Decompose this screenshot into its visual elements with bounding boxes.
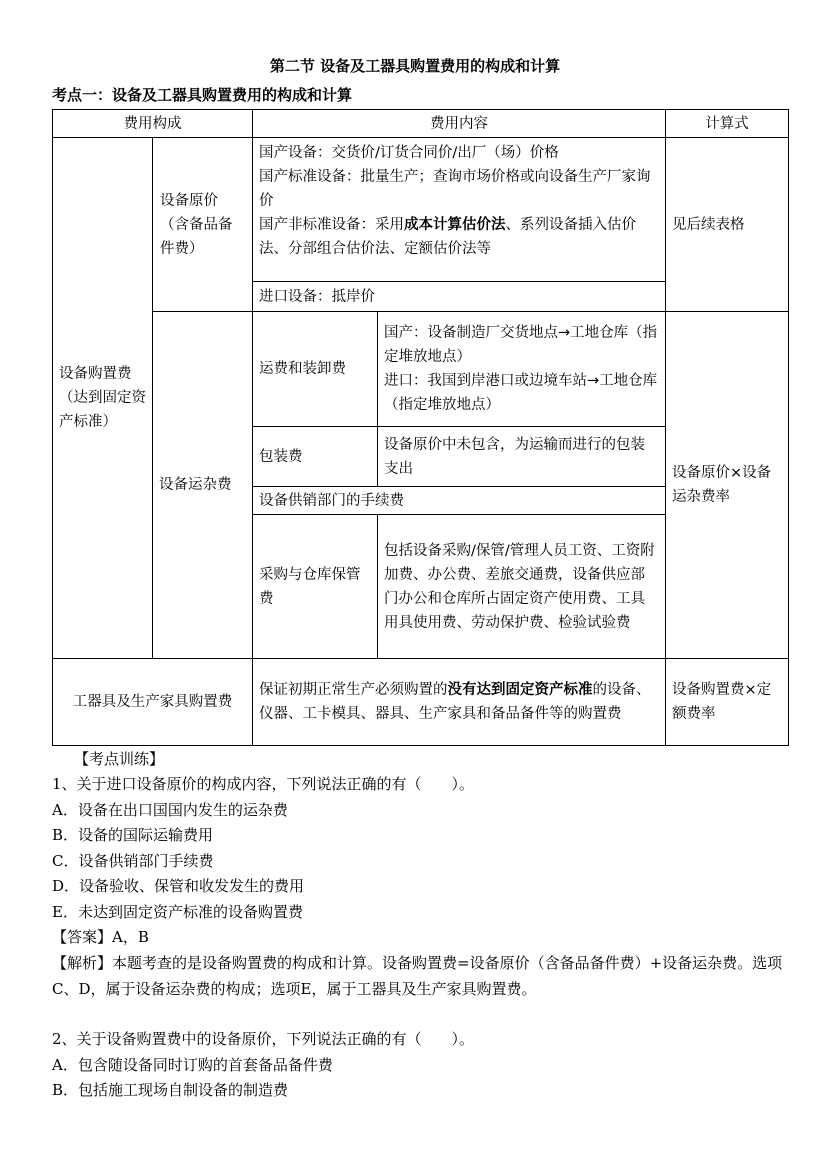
question-2: 2、关于设备购置费中的设备原价，下列说法正确的有（ ）。 bbox=[52, 1030, 475, 1048]
cost-composition-table bbox=[52, 109, 789, 746]
packaging-cell: 包装费 bbox=[252, 426, 378, 487]
misc-fee-cell: 设备运杂费 bbox=[152, 311, 253, 659]
equipment-purchase-cell: 设备购置费（达到固定资产标准） bbox=[52, 137, 153, 659]
point-title: 考点一：设备及工器具购置费用的构成和计算 bbox=[52, 86, 353, 104]
misc-formula-cell: 设备原价×设备运杂费率 bbox=[665, 311, 789, 659]
storage-detail-cell: 包括设备采购/保管/管理人员工资、工资附加费、办公费、差旅交通费，设备供应部门办公和仓库所占固定资产使用费、工具用具使用费、劳动保护费、检验试验费 bbox=[377, 514, 666, 659]
analysis: 【解析】本题考查的是设备购置费的构成和计算。设备购置费=设备原价（含备品备件费）+设备运杂费。选项C、D，属于设备运杂费的构成；选项E，属于工器具及生产家具购置费。 bbox=[52, 954, 783, 998]
packaging-detail-cell: 设备原价中未包含，为运输而进行的包装支出 bbox=[377, 426, 666, 487]
q1-option-d: D．设备验收、保管和收发发生的费用 bbox=[52, 877, 305, 895]
tools-detail-cell: 保证初期正常生产必须购置的没有达到固定资产标准的设备、仪器、工卡模具、器具、生产家具和备品备件等的购置费 bbox=[252, 658, 666, 746]
domestic-line-1: 国产设备：交货价/订货合同价/出厂（场）价格 bbox=[259, 145, 559, 161]
transport-cell: 运费和装卸费 bbox=[252, 311, 378, 427]
q2-option-a: A．包含随设备同时订购的首套备品备件费 bbox=[52, 1056, 333, 1074]
q1-option-e: E．未达到固定资产标准的设备购置费 bbox=[52, 903, 303, 921]
transport-domestic: 国产：设备制造厂交货地点→工地仓库（指定堆放地点） bbox=[384, 325, 658, 365]
exercise-heading: 【考点训练】 bbox=[74, 750, 165, 768]
header-composition: 费用构成 bbox=[52, 109, 253, 138]
domestic-line-3: 国产非标准设备：采用成本计算估价法、系列设备插入估价法、分部组合估价法、定额估价法等 bbox=[259, 217, 636, 257]
equipment-price-cell: 设备原价（含备品备件费） bbox=[152, 137, 253, 312]
domestic-line-2: 国产标准设备：批量生产；查询市场价格或向设备生产厂家询价 bbox=[259, 169, 651, 209]
q1-option-a: A．设备在出口国国内发生的运杂费 bbox=[52, 801, 288, 819]
tools-formula-cell: 设备购置费×定额费率 bbox=[665, 658, 789, 746]
storage-cell: 采购与仓库保管费 bbox=[252, 514, 378, 659]
transport-detail-cell bbox=[377, 311, 666, 427]
header-content: 费用内容 bbox=[252, 109, 666, 138]
answer: 【答案】A，B bbox=[52, 928, 149, 946]
see-later-cell: 见后续表格 bbox=[665, 137, 789, 312]
transport-import: 进口：我国到岸港口或边境车站→工地仓库（指定堆放地点） bbox=[384, 373, 658, 413]
section-title: 第二节 设备及工器具购置费用的构成和计算 bbox=[269, 57, 561, 75]
header-formula: 计算式 bbox=[665, 109, 789, 138]
question-1: 1、关于进口设备原价的构成内容，下列说法正确的有（ ）。 bbox=[52, 775, 475, 793]
domestic-equipment-cell bbox=[252, 137, 666, 282]
tools-cell: 工器具及生产家具购置费 bbox=[52, 658, 253, 746]
q1-option-b: B．设备的国际运输费用 bbox=[52, 826, 214, 844]
sales-fee-cell: 设备供销部门的手续费 bbox=[252, 486, 666, 515]
q2-option-b: B．包括施工现场自制设备的制造费 bbox=[52, 1081, 289, 1099]
q1-option-c: C．设备供销部门手续费 bbox=[52, 852, 214, 870]
import-equipment-cell: 进口设备：抵岸价 bbox=[252, 281, 666, 312]
